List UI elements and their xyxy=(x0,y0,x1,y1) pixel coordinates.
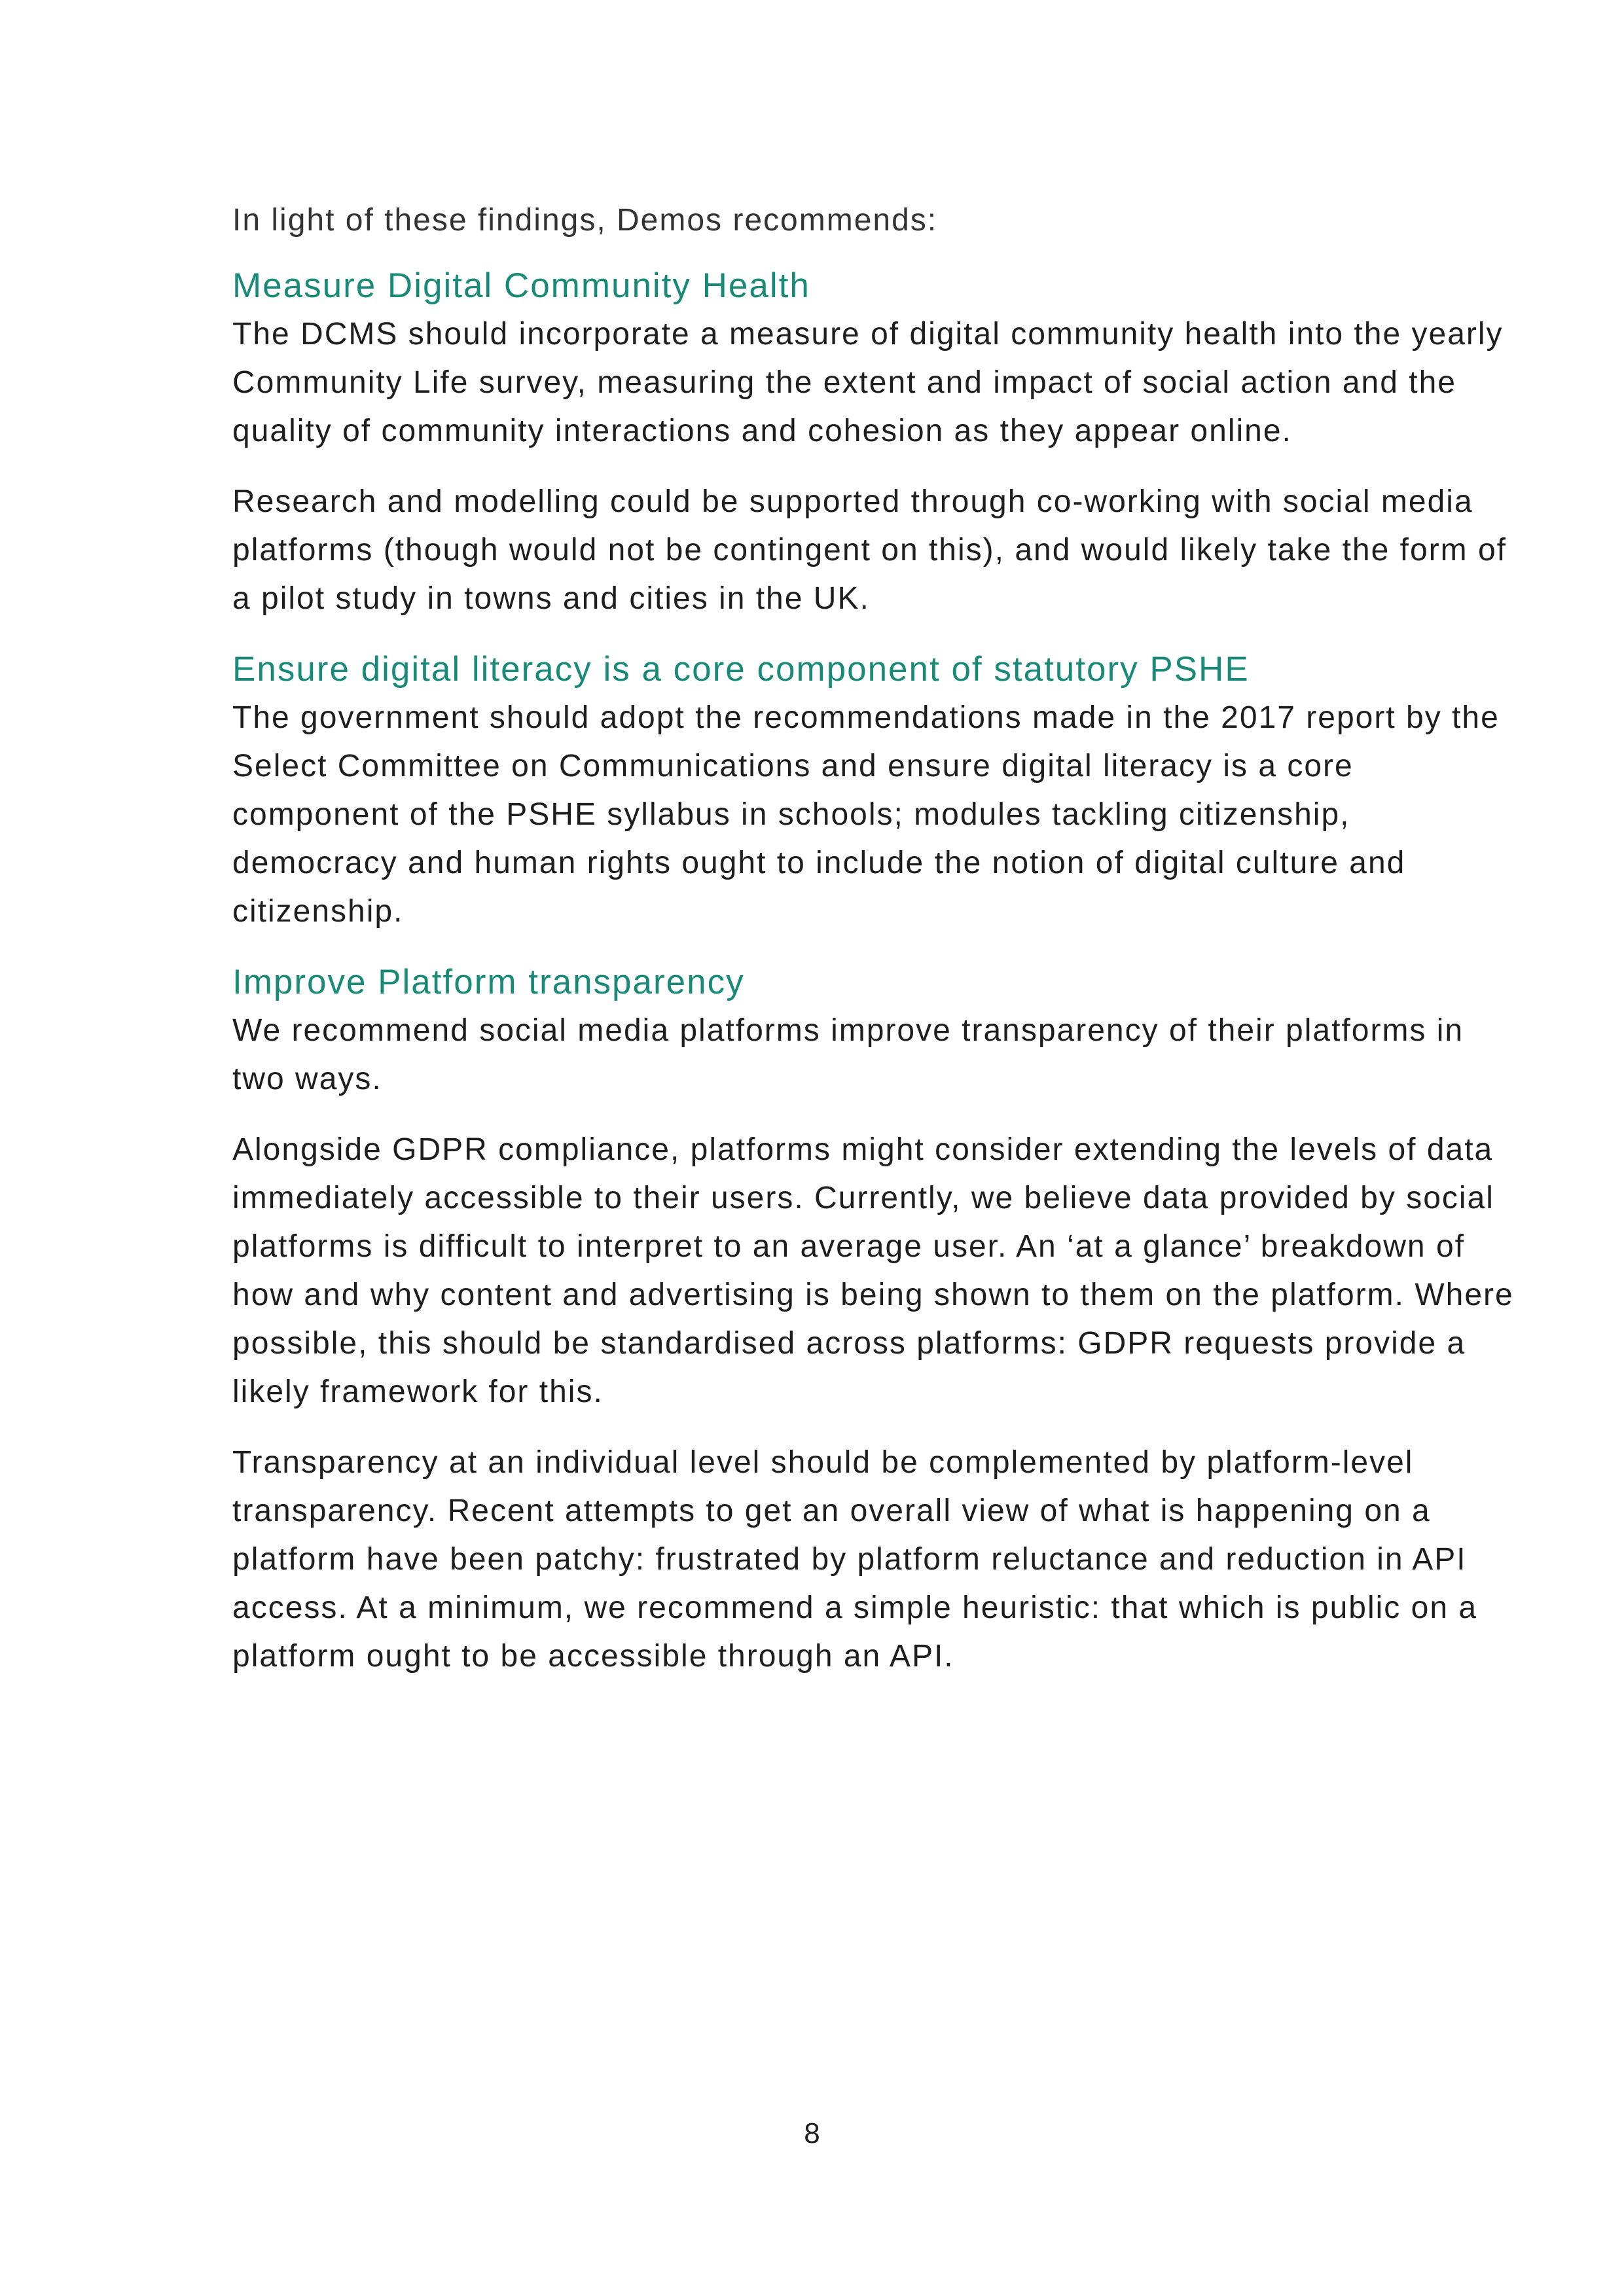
section-platform-transparency xyxy=(232,958,1515,1681)
section-heading: Ensure digital literacy is a core component of statutory PSHE xyxy=(232,650,1250,689)
paragraph: We recommend social media platforms improve transparency of their platforms in two ways. xyxy=(232,1013,1464,1096)
intro-text: In light of these findings, Demos recommends: xyxy=(232,203,938,238)
section-measure-community-health xyxy=(232,262,1515,623)
paragraph: Transparency at an individual level should be complemented by platform-level transparency. Recent attempts to get an overall view of what is happening on a platform have been patchy: frustrated by platform reluctance and reduction in API access. At a minimum, we recommend a simple heuristic: that which is public on a platform ought to be accessible through an API. xyxy=(232,1445,1478,1674)
paragraph: Alongside GDPR compliance, platforms might consider extending the levels of data immediately accessible to their users. Currently, we believe data provided by social platforms is difficult to interpret to an average user. An ‘at a glance’ breakdown of how and why content and advertising is being shown to them on the platform. Where possible, this should be standardised across platforms: GDPR requests provide a likely framework for this. xyxy=(232,1132,1514,1409)
paragraph: Research and modelling could be supported through co-working with social media platforms (though would not be contingent on this), and would likely take the form of a pilot study in towns and cities in the UK. xyxy=(232,484,1507,616)
paragraph: The government should adopt the recommendations made in the 2017 report by the Select Committee on Communications and ensure digital literacy is a core component of the PSHE syllabus in schools; modules tackling citizenship, democracy and human rights ought to include the notion of digital culture and citizenship. xyxy=(232,700,1500,929)
paragraph: The DCMS should incorporate a measure of digital community health into the yearly Community Life survey, measuring the extent and impact of social action and the quality of community interactions and cohesion as they appear online. xyxy=(232,317,1504,448)
section-heading: Improve Platform transparency xyxy=(232,963,745,1001)
section-digital-literacy xyxy=(232,645,1515,936)
section-heading: Measure Digital Community Health xyxy=(232,266,810,305)
page-number: 8 xyxy=(804,2117,820,2149)
page-body xyxy=(232,196,1515,1703)
